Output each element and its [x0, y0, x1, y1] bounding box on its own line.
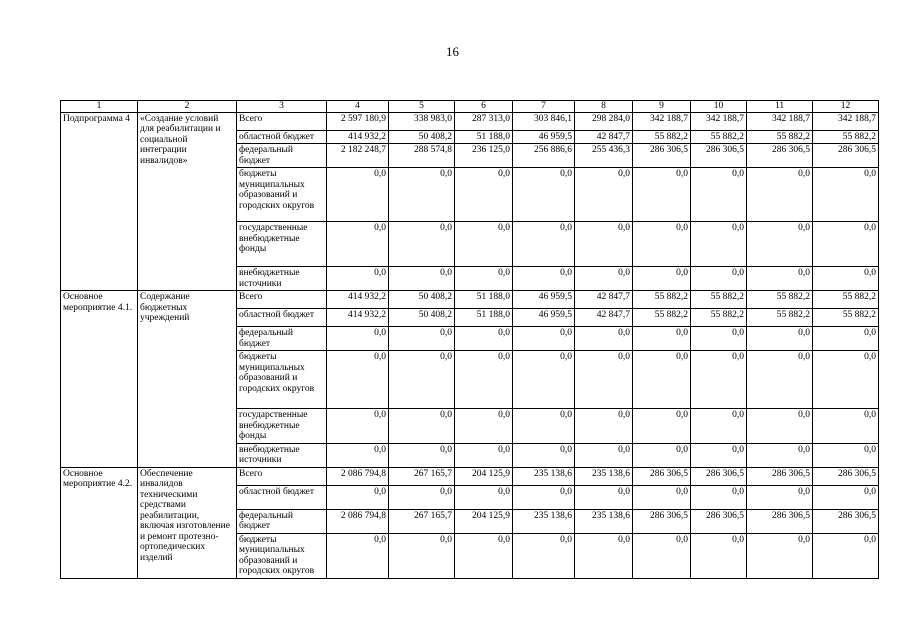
- value-cell: 2 182 248,7: [327, 144, 389, 168]
- value-cell: 50 408,2: [389, 130, 455, 144]
- value-cell: 0,0: [691, 485, 747, 509]
- value-cell: 0,0: [327, 485, 389, 509]
- value-cell: 0,0: [389, 168, 455, 222]
- header-cell: 4: [327, 101, 389, 113]
- header-cell: 12: [813, 101, 879, 113]
- value-cell: 0,0: [389, 351, 455, 409]
- value-cell: 0,0: [747, 222, 813, 267]
- value-cell: 338 983,0: [389, 112, 455, 130]
- value-cell: 256 886,6: [513, 144, 575, 168]
- value-cell: 0,0: [691, 351, 747, 409]
- value-cell: 0,0: [327, 267, 389, 291]
- header-cell: 6: [455, 101, 513, 113]
- funding-source-cell: внебюджетные источники: [237, 267, 327, 291]
- value-cell: 0,0: [633, 222, 691, 267]
- value-cell: 0,0: [691, 267, 747, 291]
- funding-source-cell: федеральный бюджет: [237, 509, 327, 533]
- value-cell: 0,0: [455, 351, 513, 409]
- header-cell: 9: [633, 101, 691, 113]
- value-cell: 42 847,7: [575, 291, 633, 309]
- value-cell: 342 188,7: [813, 112, 879, 130]
- funding-source-cell: федеральный бюджет: [237, 327, 327, 351]
- value-cell: 0,0: [747, 327, 813, 351]
- value-cell: 0,0: [327, 443, 389, 467]
- value-cell: 55 882,2: [633, 130, 691, 144]
- value-cell: 0,0: [455, 168, 513, 222]
- value-cell: 0,0: [633, 485, 691, 509]
- value-cell: 0,0: [327, 409, 389, 444]
- value-cell: 0,0: [813, 267, 879, 291]
- value-cell: 286 306,5: [633, 509, 691, 533]
- header-cell: 8: [575, 101, 633, 113]
- value-cell: 0,0: [633, 267, 691, 291]
- value-cell: 51 188,0: [455, 130, 513, 144]
- funding-source-cell: бюджеты муниципальных образований и городских округов: [237, 533, 327, 578]
- value-cell: 235 138,6: [575, 467, 633, 485]
- value-cell: 0,0: [389, 409, 455, 444]
- value-cell: 0,0: [455, 327, 513, 351]
- value-cell: 288 574,8: [389, 144, 455, 168]
- program-cell: Подпрограмма 4: [61, 112, 138, 291]
- header-cell: 11: [747, 101, 813, 113]
- value-cell: 0,0: [455, 443, 513, 467]
- value-cell: 55 882,2: [813, 309, 879, 327]
- value-cell: 286 306,5: [633, 144, 691, 168]
- value-cell: 0,0: [691, 409, 747, 444]
- value-cell: 0,0: [813, 443, 879, 467]
- header-cell: 10: [691, 101, 747, 113]
- funding-source-cell: государственные внебюджетные фонды: [237, 222, 327, 267]
- value-cell: 46 959,5: [513, 291, 575, 309]
- value-cell: 0,0: [327, 222, 389, 267]
- value-cell: 55 882,2: [633, 291, 691, 309]
- value-cell: 0,0: [633, 533, 691, 578]
- value-cell: 0,0: [633, 443, 691, 467]
- funding-source-cell: федеральный бюджет: [237, 144, 327, 168]
- value-cell: 51 188,0: [455, 291, 513, 309]
- value-cell: 0,0: [513, 222, 575, 267]
- value-cell: 55 882,2: [747, 309, 813, 327]
- value-cell: 0,0: [691, 533, 747, 578]
- value-cell: 55 882,2: [747, 291, 813, 309]
- value-cell: 0,0: [747, 168, 813, 222]
- value-cell: 0,0: [389, 222, 455, 267]
- value-cell: 55 882,2: [747, 130, 813, 144]
- value-cell: 2 086 794,8: [327, 509, 389, 533]
- program-cell: Основное мероприятие 4.1.: [61, 291, 138, 468]
- header-cell: 5: [389, 101, 455, 113]
- value-cell: 0,0: [813, 485, 879, 509]
- value-cell: 0,0: [813, 533, 879, 578]
- value-cell: 42 847,7: [575, 309, 633, 327]
- funding-source-cell: Всего: [237, 467, 327, 485]
- program-cell: Основное мероприятие 4.2.: [61, 467, 138, 578]
- funding-source-cell: Всего: [237, 112, 327, 130]
- header-cell: 1: [61, 101, 138, 113]
- value-cell: 235 138,6: [575, 509, 633, 533]
- value-cell: 0,0: [389, 267, 455, 291]
- value-cell: 2 597 180,9: [327, 112, 389, 130]
- value-cell: 0,0: [691, 327, 747, 351]
- value-cell: 0,0: [575, 533, 633, 578]
- value-cell: 50 408,2: [389, 291, 455, 309]
- value-cell: 0,0: [575, 222, 633, 267]
- value-cell: 286 306,5: [747, 467, 813, 485]
- value-cell: 204 125,9: [455, 467, 513, 485]
- value-cell: 0,0: [575, 327, 633, 351]
- value-cell: 342 188,7: [633, 112, 691, 130]
- header-cell: 3: [237, 101, 327, 113]
- value-cell: 414 932,2: [327, 130, 389, 144]
- value-cell: 0,0: [575, 485, 633, 509]
- funding-source-cell: бюджеты муниципальных образований и городских округов: [237, 351, 327, 409]
- value-cell: 286 306,5: [633, 467, 691, 485]
- value-cell: 0,0: [747, 267, 813, 291]
- program-title-cell: Содержание бюджетных учреждений: [138, 291, 237, 468]
- value-cell: 0,0: [633, 409, 691, 444]
- funding-source-cell: внебюджетные источники: [237, 443, 327, 467]
- value-cell: 0,0: [575, 409, 633, 444]
- value-cell: 0,0: [813, 168, 879, 222]
- value-cell: 0,0: [513, 267, 575, 291]
- value-cell: 0,0: [455, 222, 513, 267]
- value-cell: 0,0: [575, 168, 633, 222]
- value-cell: 55 882,2: [691, 291, 747, 309]
- value-cell: 0,0: [575, 351, 633, 409]
- value-cell: 0,0: [389, 533, 455, 578]
- value-cell: 0,0: [455, 485, 513, 509]
- value-cell: 342 188,7: [691, 112, 747, 130]
- value-cell: 51 188,0: [455, 309, 513, 327]
- funding-source-cell: областной бюджет: [237, 130, 327, 144]
- value-cell: 0,0: [513, 168, 575, 222]
- value-cell: 0,0: [513, 351, 575, 409]
- value-cell: 235 138,6: [513, 509, 575, 533]
- value-cell: 0,0: [327, 327, 389, 351]
- funding-source-cell: областной бюджет: [237, 485, 327, 509]
- value-cell: 55 882,2: [633, 309, 691, 327]
- header-row: [61, 101, 879, 113]
- value-cell: 0,0: [747, 409, 813, 444]
- value-cell: 0,0: [633, 168, 691, 222]
- value-cell: 0,0: [389, 327, 455, 351]
- value-cell: 286 306,5: [813, 509, 879, 533]
- value-cell: 0,0: [691, 443, 747, 467]
- value-cell: 55 882,2: [813, 130, 879, 144]
- value-cell: 236 125,0: [455, 144, 513, 168]
- value-cell: 0,0: [633, 327, 691, 351]
- value-cell: 55 882,2: [813, 291, 879, 309]
- value-cell: 0,0: [813, 351, 879, 409]
- value-cell: 0,0: [455, 267, 513, 291]
- page-number: 16: [446, 44, 459, 59]
- value-cell: 0,0: [747, 351, 813, 409]
- value-cell: 286 306,5: [747, 509, 813, 533]
- value-cell: 0,0: [389, 443, 455, 467]
- program-title-cell: Обеспечение инвалидов техническими средствами реабилитации, включая изготовление и ремонт протезно-ортопедических изделий: [138, 467, 237, 578]
- value-cell: 286 306,5: [747, 144, 813, 168]
- value-cell: 0,0: [513, 443, 575, 467]
- value-cell: 0,0: [633, 351, 691, 409]
- value-cell: 0,0: [455, 533, 513, 578]
- table-row: [61, 467, 879, 485]
- value-cell: 0,0: [747, 533, 813, 578]
- value-cell: 286 306,5: [691, 144, 747, 168]
- header-cell: 2: [138, 101, 237, 113]
- value-cell: 255 436,3: [575, 144, 633, 168]
- value-cell: 42 847,7: [575, 130, 633, 144]
- value-cell: 414 932,2: [327, 291, 389, 309]
- value-cell: 235 138,6: [513, 467, 575, 485]
- funding-source-cell: бюджеты муниципальных образований и городских округов: [237, 168, 327, 222]
- funding-source-cell: государственные внебюджетные фонды: [237, 409, 327, 444]
- value-cell: 0,0: [813, 409, 879, 444]
- value-cell: 0,0: [513, 533, 575, 578]
- value-cell: 50 408,2: [389, 309, 455, 327]
- table-row: [61, 291, 879, 309]
- table-row: [61, 112, 879, 130]
- value-cell: 55 882,2: [691, 130, 747, 144]
- value-cell: 46 959,5: [513, 130, 575, 144]
- value-cell: 0,0: [513, 327, 575, 351]
- value-cell: 0,0: [575, 267, 633, 291]
- value-cell: 267 165,7: [389, 509, 455, 533]
- value-cell: 46 959,5: [513, 309, 575, 327]
- value-cell: 0,0: [327, 351, 389, 409]
- value-cell: 287 313,0: [455, 112, 513, 130]
- value-cell: 0,0: [747, 443, 813, 467]
- value-cell: 303 846,1: [513, 112, 575, 130]
- value-cell: 0,0: [513, 485, 575, 509]
- program-title-cell: «Создание условий для реабилитации и социальной интеграции инвалидов»: [138, 112, 237, 291]
- value-cell: 204 125,9: [455, 509, 513, 533]
- value-cell: 0,0: [327, 168, 389, 222]
- value-cell: 0,0: [513, 409, 575, 444]
- value-cell: 414 932,2: [327, 309, 389, 327]
- value-cell: 0,0: [575, 443, 633, 467]
- value-cell: 0,0: [813, 222, 879, 267]
- value-cell: 298 284,0: [575, 112, 633, 130]
- value-cell: 286 306,5: [813, 144, 879, 168]
- value-cell: 342 188,7: [747, 112, 813, 130]
- value-cell: 55 882,2: [691, 309, 747, 327]
- budget-table: [60, 100, 879, 579]
- value-cell: 286 306,5: [813, 467, 879, 485]
- funding-source-cell: Всего: [237, 291, 327, 309]
- value-cell: 2 086 794,8: [327, 467, 389, 485]
- value-cell: 286 306,5: [691, 467, 747, 485]
- funding-source-cell: областной бюджет: [237, 309, 327, 327]
- value-cell: 0,0: [455, 409, 513, 444]
- value-cell: 0,0: [747, 485, 813, 509]
- value-cell: 286 306,5: [691, 509, 747, 533]
- value-cell: 0,0: [389, 485, 455, 509]
- value-cell: 0,0: [691, 222, 747, 267]
- value-cell: 0,0: [813, 327, 879, 351]
- value-cell: 0,0: [691, 168, 747, 222]
- header-cell: 7: [513, 101, 575, 113]
- value-cell: 267 165,7: [389, 467, 455, 485]
- value-cell: 0,0: [327, 533, 389, 578]
